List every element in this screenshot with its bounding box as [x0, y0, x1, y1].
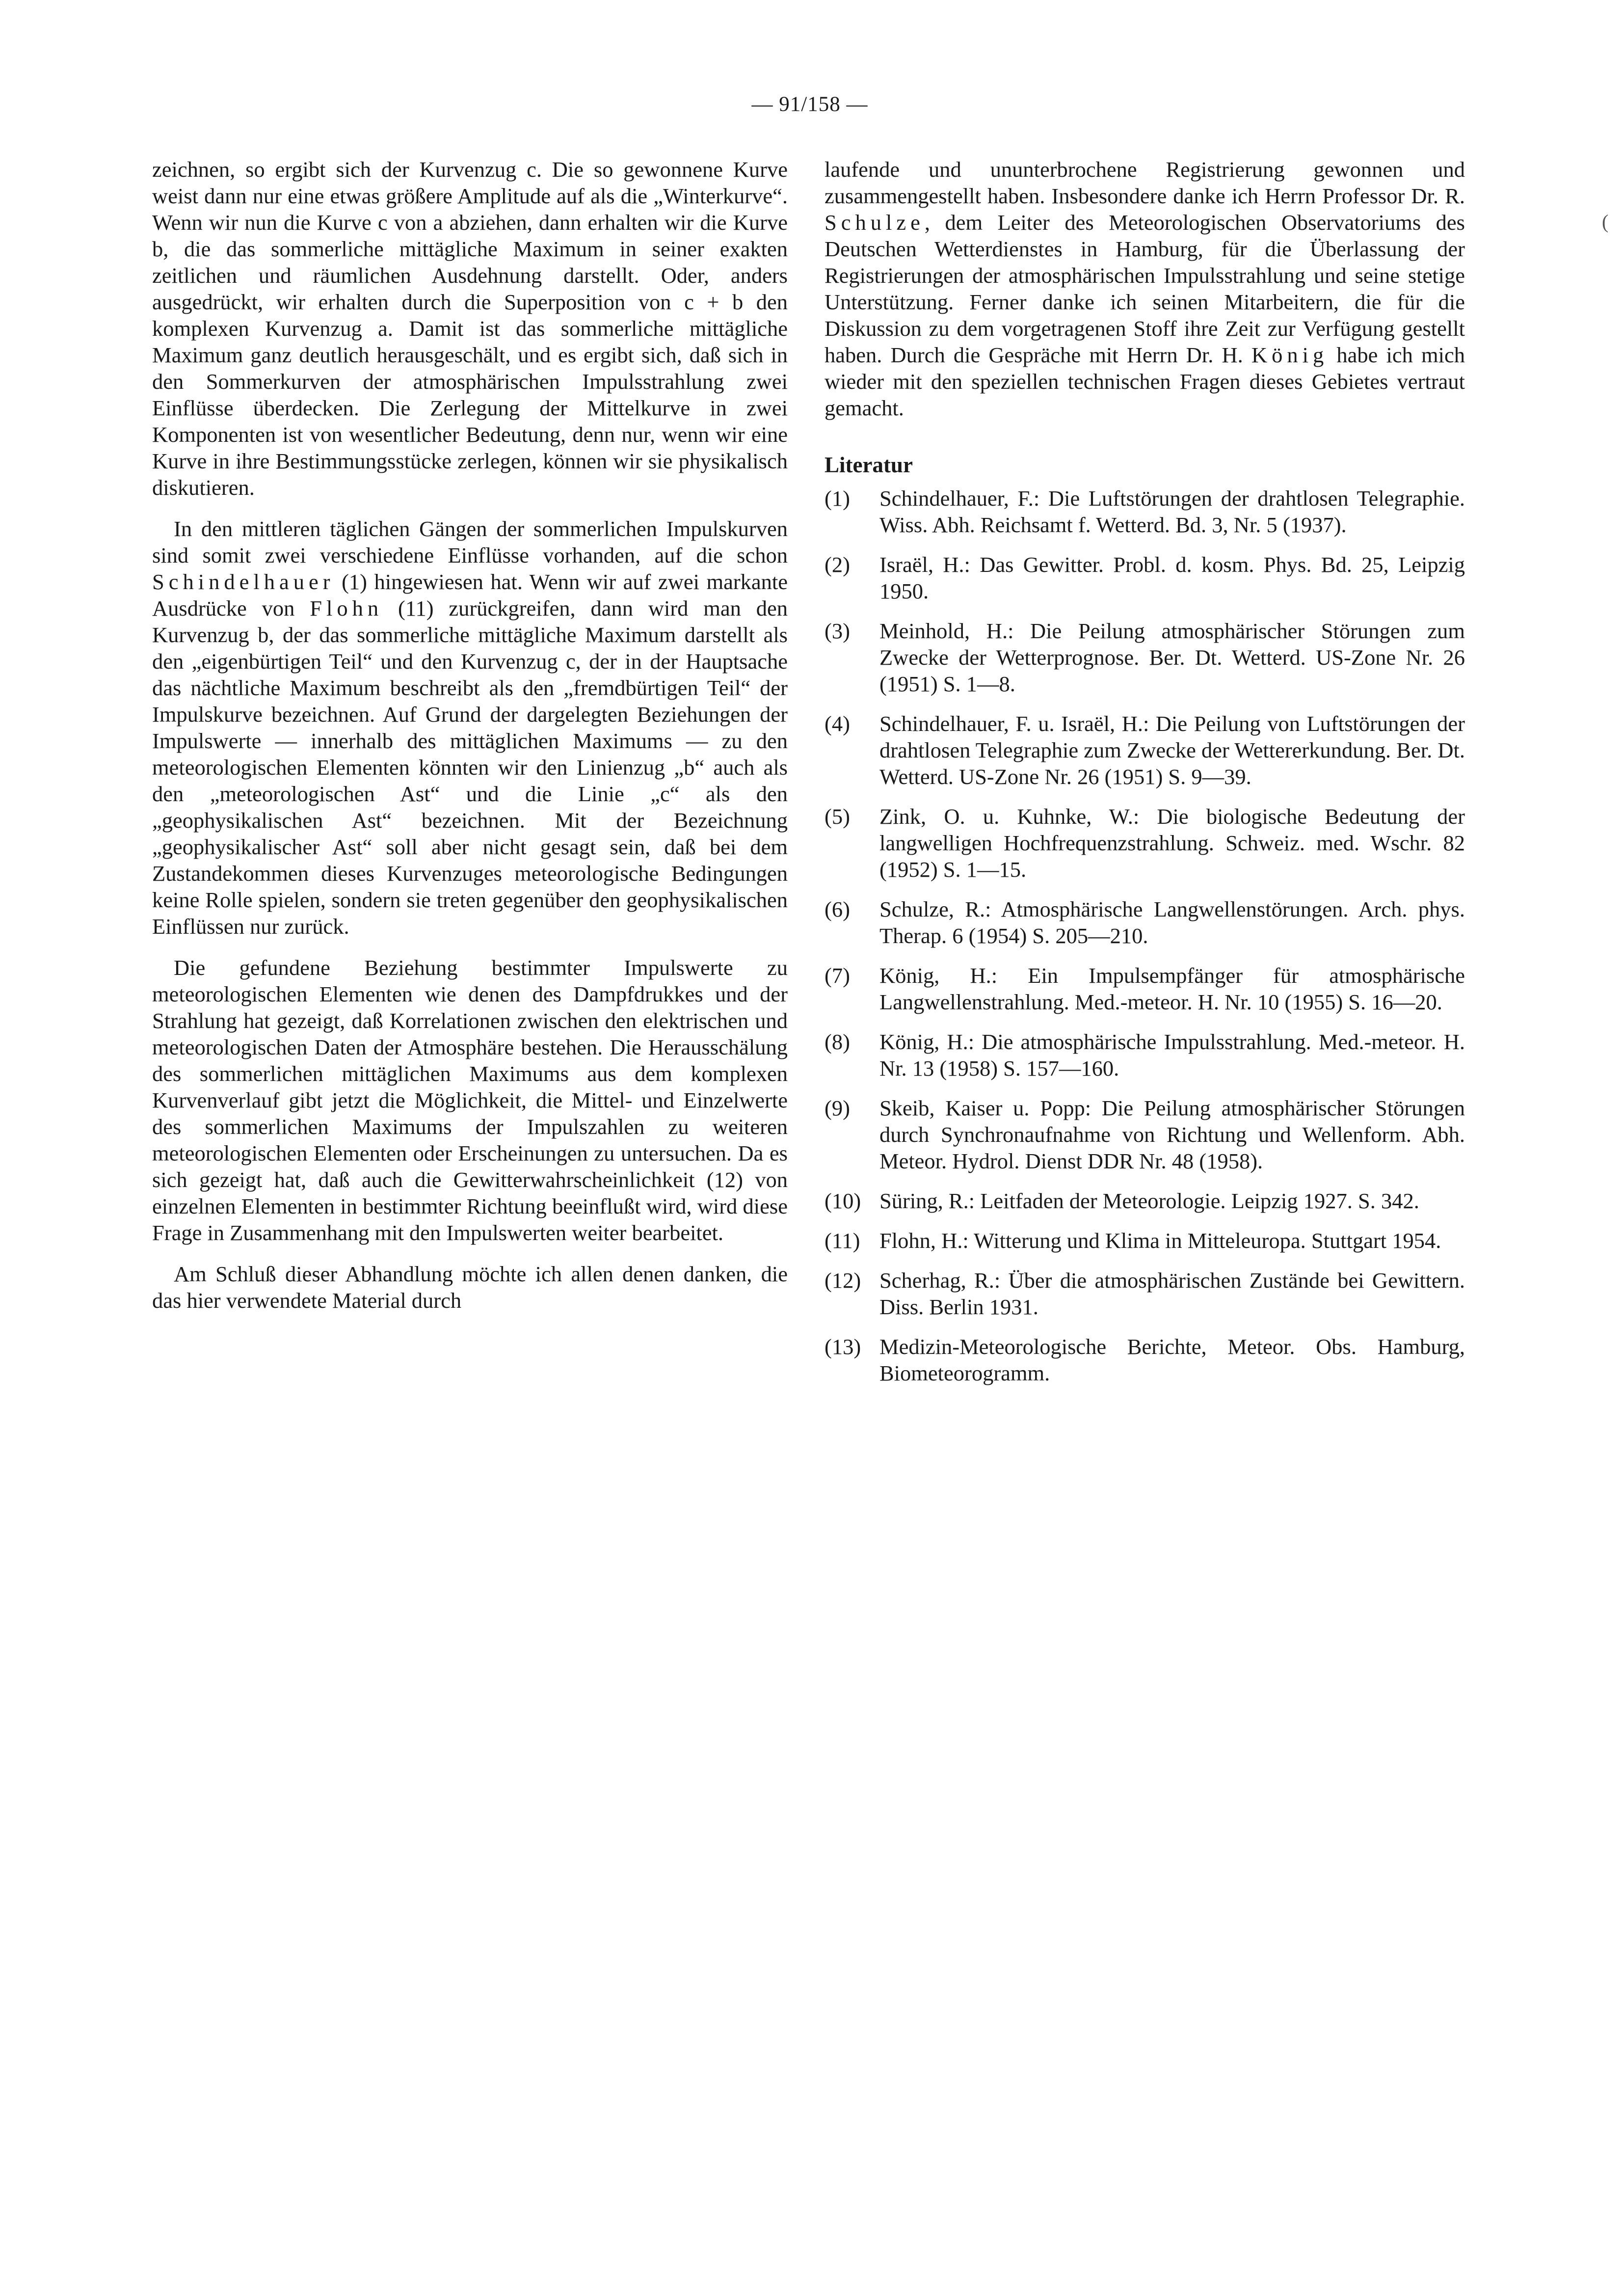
author-name-flohn: Flohn — [310, 596, 383, 621]
reference-text: Flohn, H.: Witterung und Klima in Mitteleuropa. Stuttgart 1954. — [879, 1228, 1441, 1253]
person-name-koenig: König — [1251, 343, 1329, 367]
paragraph-influences-text-a: In den mittleren täglichen Gängen der sommerlichen Impulskurven sind somit zwei verschiedene Einflüsse vorhanden, auf die schon — [152, 516, 788, 567]
ack-text-c: habe ich mich wieder mit den speziellen technischen Fragen dieses Gebietes vertraut gemacht. — [825, 343, 1465, 420]
reference-number: (4) — [825, 711, 850, 736]
reference-number: (10) — [825, 1189, 861, 1213]
reference-number: (6) — [825, 897, 850, 921]
reference-list — [825, 485, 1465, 1386]
reference-text: Israël, H.: Das Gewitter. Probl. d. kosm. Phys. Bd. 25, Leipzig 1950. — [879, 552, 1465, 603]
reference-text: Scherhag, R.: Über die atmosphärischen Zustände bei Gewittern. Diss. Berlin 1931. — [879, 1268, 1465, 1319]
right-column — [825, 156, 1465, 1400]
ack-text-a: laufende und ununterbrochene Registrierung gewonnen und zusammengestellt haben. Insbesondere danke ich Herrn Professor Dr. R. — [825, 157, 1465, 208]
reference-item — [825, 1028, 1465, 1081]
reference-number: (8) — [825, 1029, 850, 1054]
reference-item — [825, 710, 1465, 790]
paragraph-influences-text-c: (11) zurückgreifen, dann wird man den Kurvenzug b, der das sommerliche mittägliche Maximum darstellt als den „eigenbürtigen Teil“ und den Kurvenzug c, der in der Hauptsache das nächtliche Maximum beschreibt als den „fremdbürtigen Teil“ der Impulskurve bezeichnen. Auf Grund der dargelegten Beziehungen der Impulswerte — innerhalb des mittäglichen Maximums — zu den meteorologischen Elementen könnten wir den Linienzug „b“ auch als den „meteorologischen Ast“ und die Linie „c“ als den „geophysikalischen Ast“ bezeichnen. Mit der Bezeichnung „geophysikalischer Ast“ soll aber nicht gesagt sein, daß bei dem Zustandekommen dieses Kurvenzuges meteorologische Bedingungen keine Rolle spielen, sondern sie treten gegenüber den geophysikalischen Einflüssen nur zurück. — [152, 596, 788, 939]
reference-number: (3) — [825, 619, 850, 643]
reference-item — [825, 618, 1465, 697]
paragraph-thanks-start: Am Schluß dieser Abhandlung möchte ich allen denen danken, die das hier verwendete Material durch — [152, 1262, 788, 1313]
reference-item — [825, 1227, 1465, 1254]
reference-item — [825, 1188, 1465, 1214]
reference-item — [825, 803, 1465, 883]
reference-item — [825, 1095, 1465, 1174]
reference-number: (12) — [825, 1268, 861, 1293]
reference-item — [825, 896, 1465, 949]
reference-item — [825, 962, 1465, 1015]
paragraph-correlations: Die gefundene Beziehung bestimmter Impulswerte zu meteorologischen Elementen wie denen des Dampfdrukkes und der Strahlung hat gezeigt, daß Korrelationen zwischen den elektrischen und meteorologischen Daten der Atmosphäre bestehen. Die Herausschälung des sommerlichen mittäglichen Maximums aus dem komplexen Kurvenverlauf gibt jetzt die Möglichkeit, die Mittel- und Einzelwerte des sommerlichen Maximums der Impulszahlen zu weiteren meteorologischen Elementen oder Erscheinungen zu untersuchen. Da es sich gezeigt hat, daß auch die Gewitterwahrscheinlichkeit (12) von einzelnen Elementen in bestimmter Richtung beeinflußt wird, wird diese Frage in Zusammenhang mit den Impulswerten weiter bearbeitet. — [152, 955, 788, 1245]
reference-number: (13) — [825, 1334, 861, 1359]
reference-text: Medizin-Meteorologische Berichte, Meteor. Obs. Hamburg, Biometeorogramm. — [879, 1334, 1465, 1385]
person-name-schulze: Schulze — [825, 210, 925, 235]
reference-number: (1) — [825, 486, 850, 511]
reference-item — [825, 485, 1465, 538]
paragraph-influences-text-b: (1) hingewiesen hat. Wenn wir auf zwei markante Ausdrücke von — [152, 569, 788, 621]
reference-text: Schindelhauer, F. u. Israël, H.: Die Peilung von Luftstörungen der drahtlosen Telegraphie zum Zwecke der Wettererkundung. Ber. Dt. Wetterd. US-Zone Nr. 26 (1951) S. 9—39. — [879, 711, 1465, 789]
margin-mark: ( — [1602, 211, 1609, 233]
reference-number: (7) — [825, 963, 850, 988]
reference-text: König, H.: Die atmosphärische Impulsstrahlung. Med.-meteor. H. Nr. 13 (1958) S. 157—160. — [879, 1029, 1465, 1080]
reference-number: (11) — [825, 1228, 860, 1253]
reference-text: Süring, R.: Leitfaden der Meteorologie. Leipzig 1927. S. 342. — [879, 1189, 1419, 1213]
author-name-schindelhauer: Schindelhauer — [152, 569, 335, 594]
literature-heading: Literatur — [825, 453, 913, 477]
reference-text: Schulze, R.: Atmosphärische Langwellenstörungen. Arch. phys. Therap. 6 (1954) S. 205—210. — [879, 897, 1465, 948]
reference-item — [825, 1333, 1465, 1386]
reference-number: (9) — [825, 1096, 850, 1120]
left-column — [152, 156, 788, 1314]
reference-text: Zink, O. u. Kuhnke, W.: Die biologische Bedeutung der langwelligen Hochfrequenzstrahlung. Schweiz. med. Wschr. 82 (1952) S. 1—15. — [879, 804, 1465, 882]
paragraph-acknowledgements — [825, 156, 1465, 421]
reference-number: (2) — [825, 552, 850, 577]
reference-item — [825, 1267, 1465, 1320]
reference-text: König, H.: Ein Impulsempfänger für atmosphärische Langwellenstrahlung. Med.-meteor. H. Nr. 10 (1955) S. 16—20. — [879, 963, 1465, 1014]
reference-number: (5) — [825, 804, 850, 829]
reference-text: Schindelhauer, F.: Die Luftstörungen der drahtlosen Telegraphie. Wiss. Abh. Reichsamt f. Wetterd. Bd. 3, Nr. 5 (1937). — [879, 486, 1465, 537]
paragraph-influences — [152, 515, 788, 940]
paragraph-curve-decomposition: zeichnen, so ergibt sich der Kurvenzug c. Die so gewonnene Kurve weist dann nur eine etwas größere Amplitude auf als die „Winterkurve“. Wenn wir nun die Kurve c von a abziehen, dann erhalten wir die Kurve b, die das sommerliche mittägliche Maximum in seiner exakten zeitlichen und räumlichen Ausdehnung darstellt. Oder, anders ausgedrückt, wir erhalten durch die Superposition von c + b den komplexen Kurvenzug a. Damit ist das sommerliche mittägliche Maximum ganz deutlich herausgeschält, und es ergibt sich, daß sich in den Sommerkurven der atmosphärischen Impulsstrahlung zwei Einflüsse überdecken. Die Zerlegung der Mittelkurve in zwei Komponenten ist von wesentlicher Bedeutung, denn nur, wenn wir eine Kurve in ihre Bestimmungsstücke zerlegen, können wir sie physikalisch diskutieren. — [152, 157, 788, 500]
page-number: — 91/158 — — [751, 93, 868, 116]
reference-item — [825, 551, 1465, 604]
reference-text: Skeib, Kaiser u. Popp: Die Peilung atmosphärischer Störungen durch Synchronaufnahme von Richtung und Wellenform. Abh. Meteor. Hydrol. Dienst DDR Nr. 48 (1958). — [879, 1096, 1465, 1173]
ack-text-b: , dem Leiter des Meteorologischen Observatoriums des Deutschen Wetterdienstes in Hamburg, für die Überlassung der Registrierungen der atmosphärischen Impulsstrahlung und seine stetige Unterstützung. Ferner danke ich seinen Mitarbeitern, die für die Diskussion zu dem vorgetragenen Stoff ihre Zeit zur Verfügung gestellt haben. Durch die Gespräche mit Herrn Dr. H. — [825, 210, 1465, 367]
reference-text: Meinhold, H.: Die Peilung atmosphärischer Störungen zum Zwecke der Wetterprognose. Ber. Dt. Wetterd. US-Zone Nr. 26 (1951) S. 1—8. — [879, 619, 1465, 696]
